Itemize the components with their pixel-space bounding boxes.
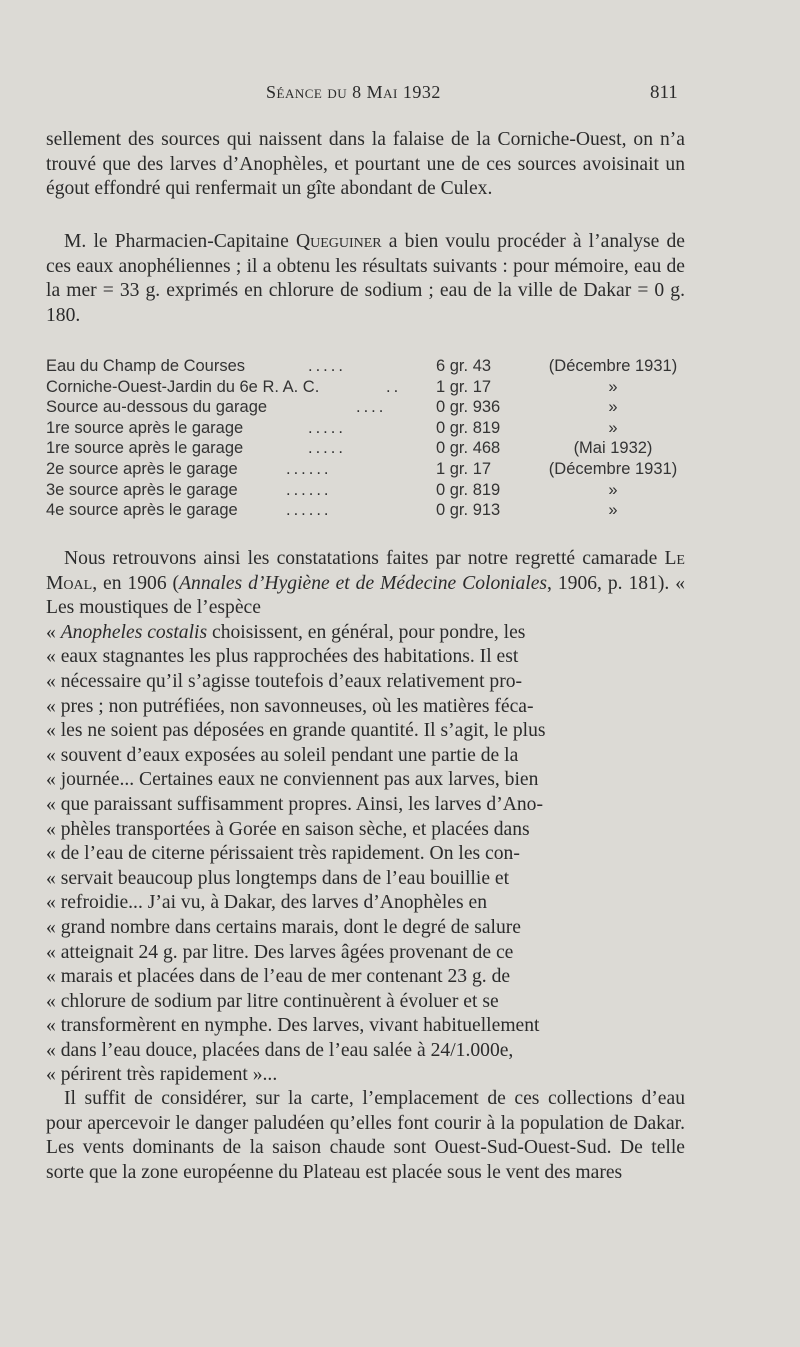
page-number: 811 — [650, 82, 678, 103]
table-row — [46, 500, 691, 521]
quote-line: « transformèrent en nymphe. Des larves, vivant habituellement — [46, 1015, 540, 1037]
quote-line: « servait beaucoup plus longtemps dans de l’eau bouillie et — [46, 867, 510, 889]
row-value: 0 gr. 936 — [436, 398, 501, 417]
row-note: » — [608, 480, 618, 499]
running-title: Séance du 8 Mai 1932 — [266, 82, 441, 102]
table-row — [46, 480, 691, 501]
row-value: 0 gr. 468 — [436, 439, 501, 458]
paragraph-3 — [46, 547, 685, 1088]
quote-line: « les ne soient pas déposées en grande quantité. Il s’agit, le plus — [46, 720, 546, 742]
pharmacist-name: Queguiner — [295, 231, 382, 252]
row-note: » — [608, 501, 618, 520]
paragraph-1 — [46, 128, 685, 202]
quote-line: « refroidie... J’ai vu, à Dakar, des larves d’Anophèles en — [46, 892, 488, 914]
row-note: » — [608, 418, 618, 437]
quote-line: « que paraissant suffisamment propres. Ainsi, les larves d’Ano- — [46, 793, 543, 815]
table-row — [46, 438, 691, 459]
paragraph-3-part-3: , 1906, p. 181). « Les moustiques de l’espèce — [46, 572, 685, 619]
paragraph-2-text — [46, 230, 685, 328]
row-value: 6 gr. 43 — [436, 357, 492, 375]
quote-line: « nécessaire qu’il s’agisse toutefois d’eaux relativement pro- — [46, 670, 523, 692]
quote-line: « pres ; non putréfiées, non savonneuses, où les matières féca- — [46, 695, 534, 717]
paragraph-4-text: Il suffit de considérer, sur la carte, l’emplacement de ces collections d’eau pour apercevoir le danger paludéen qu’elles font courir à la population de Dakar. Les vents dominants de la saison chaude sont Ouest-Sud-Ouest-Sud. De telle sorte que la zone européenne du Plateau est placée sous le vent des mares — [46, 1088, 685, 1183]
row-note: (Décembre 1931) — [548, 357, 678, 375]
row-value: 1 gr. 17 — [436, 377, 492, 396]
quote-mark: « — [46, 621, 61, 643]
row-label: Corniche-Ouest-Jardin du 6e R. A. C. — [46, 377, 320, 396]
table-row — [46, 418, 691, 439]
quote-line: « journée... Certaines eaux ne conviennent pas aux larves, bien — [46, 769, 539, 791]
row-leader-dots: ..... — [308, 418, 346, 437]
row-value: 1 gr. 17 — [436, 459, 492, 478]
quote-line: « souvent d’eaux exposées au soleil pendant une partie de la — [46, 744, 519, 766]
journal-title: Annales d’Hygiène et de Médecine Coloniales — [179, 572, 548, 594]
row-label: 2e source après le garage — [46, 459, 238, 478]
quote-line — [46, 621, 685, 646]
paragraph-1-text: sellement des sources qui naissent dans la falaise de la Corniche-Ouest, on n’a trouvé que des larves d’Anophèles, et pourtant une de ces sources avoisinait un égout effondré qui renfermait un gîte abondant de Culex. — [46, 129, 685, 200]
quote-line-rest: choisissent, en général, pour pondre, les — [207, 621, 526, 643]
row-value: 0 gr. 819 — [436, 480, 501, 499]
row-note: » — [608, 398, 618, 417]
quote-line: « marais et placées dans de l’eau de mer contenant 23 g. de — [46, 966, 511, 988]
quote-block — [46, 621, 685, 1088]
quote-line: « dans l’eau douce, placées dans de l’eau salée à 24/1.000e, — [46, 1039, 514, 1061]
row-leader-dots: .. — [386, 377, 402, 396]
author-name: Le Moal — [46, 548, 685, 594]
row-label: 4e source après le garage — [46, 501, 238, 520]
quote-line: « de l’eau de citerne périssaient très rapidement. On les con- — [46, 843, 520, 865]
quote-line: « périrent très rapidement »... — [46, 1064, 278, 1086]
quote-line: « atteignait 24 g. par litre. Des larves âgées provenant de ce — [46, 941, 514, 963]
row-leader-dots: ..... — [308, 357, 346, 375]
analysis-table — [46, 356, 691, 521]
quote-line: « chlorure de sodium par litre continuèrent à évoluer et se — [46, 990, 499, 1012]
paragraph-3-intro — [46, 547, 685, 621]
quote-line: « phèles transportées à Gorée en saison sèche, et placées dans — [46, 818, 530, 840]
paragraph-2-after: a bien voulu procéder à l’analyse de ces eaux anophéliennes ; il a obtenu les résultats suivants : pour mémoire, eau de la mer = 33 g. exprimés en chlorure de sodium ; eau de la ville de Dakar = 0 g. 180. — [46, 231, 685, 326]
paragraph-3-part-1: Nous retrouvons ainsi les constatations faites par notre regretté camarade — [64, 548, 665, 569]
table-row — [46, 377, 691, 398]
row-leader-dots: ..... — [308, 439, 346, 458]
row-label: 1re source après le garage — [46, 439, 244, 458]
table-row — [46, 356, 691, 377]
row-label: 1re source après le garage — [46, 418, 244, 437]
row-label: Source au-dessous du garage — [46, 398, 268, 417]
row-leader-dots: ...... — [286, 459, 332, 478]
paragraph-4 — [46, 1087, 685, 1185]
paragraph-3-part-2: , en 1906 ( — [92, 572, 180, 594]
row-note: (Mai 1932) — [573, 439, 653, 458]
species-name: Anopheles costalis — [60, 621, 208, 643]
row-label: 3e source après le garage — [46, 480, 238, 499]
row-note: (Décembre 1931) — [548, 459, 678, 478]
table-row — [46, 459, 691, 480]
paragraph-2 — [46, 230, 685, 328]
row-value: 0 gr. 819 — [436, 418, 501, 437]
page-header — [0, 82, 800, 106]
row-note: » — [608, 377, 618, 396]
row-value: 0 gr. 913 — [436, 501, 501, 520]
paragraph-2-before: M. le Pharmacien-Capitaine — [64, 231, 296, 252]
row-label: Eau du Champ de Courses — [46, 357, 246, 375]
row-leader-dots: ...... — [286, 501, 332, 520]
row-leader-dots: .... — [356, 398, 387, 417]
quote-line: « grand nombre dans certains marais, dont le degré de salure — [46, 916, 521, 938]
table-row — [46, 397, 691, 418]
quote-line: « eaux stagnantes les plus rapprochées des habitations. Il est — [46, 646, 519, 668]
row-leader-dots: ...... — [286, 480, 332, 499]
